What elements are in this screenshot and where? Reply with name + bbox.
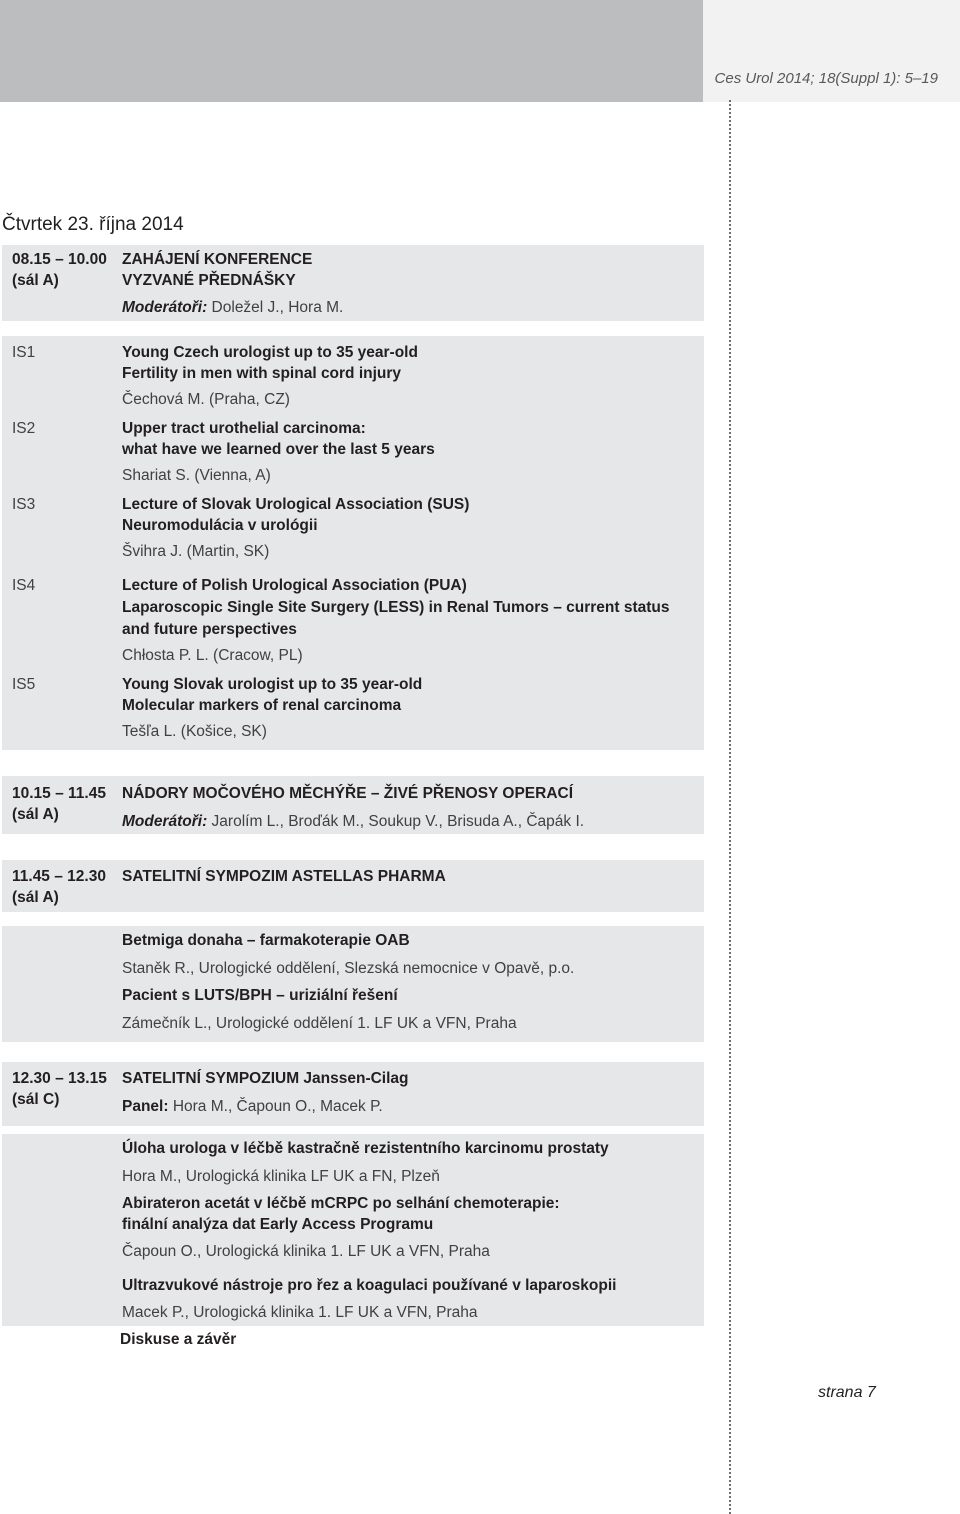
talk-author: Čechová M. (Praha, CZ) [122, 391, 290, 408]
talk-line: Young Czech urologist up to 35 year-old [122, 344, 418, 361]
talk-line: Laparoscopic Single Site Surgery (LESS) in Renal Tumors – current status [122, 599, 670, 616]
talk-line: and future perspectives [122, 621, 297, 638]
day-title: Čtvrtek 23. října 2014 [2, 214, 184, 235]
talk-title: finální analýza dat Early Access Programu [122, 1216, 434, 1233]
talk-title: Betmiga donaha – farmakoterapie OAB [122, 932, 410, 949]
session2-title: NÁDORY MOČOVÉHO MĚCHÝŘE – ŽIVÉ PŘENOSY OPERACÍ [122, 785, 574, 802]
page-number: strana 7 [818, 1384, 876, 1401]
talk-title: Abirateron acetát v léčbě mCRPC po selhání chemoterapie: [122, 1195, 560, 1212]
session1-time: 08.15 – 10.00 [12, 251, 107, 268]
dotted-divider [729, 100, 731, 1514]
talk-author: Macek P., Urologická klinika 1. LF UK a VFN, Praha [122, 1304, 478, 1321]
talk-author: Tešľa L. (Košice, SK) [122, 723, 267, 740]
session2-moderators: Moderátoři: Jarolím L., Broďák M., Soukup V., Brisuda A., Čapák I. [122, 813, 585, 830]
talk-line: Fertility in men with spinal cord injury [122, 365, 402, 382]
talk-line: what have we learned over the last 5 years [122, 441, 435, 458]
talk-line: Neuromodulácia v urológii [122, 517, 318, 534]
talk-author: Staněk R., Urologické oddělení, Slezská nemocnice v Opavě, p.o. [122, 960, 575, 977]
session2-time: 10.15 – 11.45 [12, 785, 106, 802]
session4-room: (sál C) [12, 1091, 60, 1108]
session1-title2: VYZVANÉ PŘEDNÁŠKY [122, 272, 296, 289]
session4-panel: Panel: Hora M., Čapoun O., Macek P. [122, 1098, 383, 1115]
talk-title: Pacient s LUTS/BPH – uriziální řešení [122, 987, 398, 1004]
talk-line: Molecular markers of renal carcinoma [122, 697, 402, 714]
journal-citation: Ces Urol 2014; 18(Suppl 1): 5–19 [714, 70, 938, 87]
talk-author: Čapoun O., Urologická klinika 1. LF UK a VFN, Praha [122, 1243, 490, 1260]
session3-title: SATELITNÍ SYMPOZIM ASTELLAS PHARMA [122, 868, 446, 885]
talk-code: IS3 [12, 496, 36, 513]
session1-header [2, 245, 704, 321]
session1-moderators: Moderátoři: Doležel J., Hora M. [122, 299, 344, 316]
session1-title1: ZAHÁJENÍ KONFERENCE [122, 251, 313, 268]
talk-author: Shariat S. (Vienna, A) [122, 467, 271, 484]
closing-discussion: Diskuse a závěr [120, 1331, 237, 1348]
talk-line: Upper tract urothelial carcinoma: [122, 420, 366, 437]
session4-title: SATELITNÍ SYMPOZIUM Janssen-Cilag [122, 1070, 409, 1087]
session4-talks [2, 1134, 704, 1326]
session2-room: (sál A) [12, 806, 59, 823]
talk-author: Zámečník L., Urologické oddělení 1. LF UK a VFN, Praha [122, 1015, 517, 1032]
talk-author: Chłosta P. L. (Cracow, PL) [122, 647, 303, 664]
session3-header [2, 860, 704, 912]
talk-line: Lecture of Slovak Urological Association (SUS) [122, 496, 470, 513]
talk-code: IS5 [12, 676, 36, 693]
talk-line: Young Slovak urologist up to 35 year-old [122, 676, 423, 693]
talk-author: Švihra J. (Martin, SK) [122, 543, 270, 560]
talks-block [2, 336, 704, 750]
session3-room: (sál A) [12, 889, 59, 906]
talk-title: Ultrazvukové nástroje pro řez a koagulaci používané v laparoskopii [122, 1277, 617, 1294]
session2-header [2, 776, 704, 834]
talk-code: IS2 [12, 420, 36, 437]
session4-time: 12.30 – 13.15 [12, 1070, 107, 1087]
talk-title: Úloha urologa v léčbě kastračně rezistentního karcinomu prostaty [122, 1140, 609, 1157]
talk-line: Lecture of Polish Urological Association (PUA) [122, 577, 467, 594]
talk-code: IS1 [12, 344, 36, 361]
session1-room: (sál A) [12, 272, 59, 289]
talk-author: Hora M., Urologická klinika LF UK a FN, Plzeň [122, 1168, 440, 1185]
talk-code: IS4 [12, 577, 36, 594]
session3-time: 11.45 – 12.30 [12, 868, 106, 885]
session4-header [2, 1062, 704, 1126]
session3-talks [2, 926, 704, 1042]
